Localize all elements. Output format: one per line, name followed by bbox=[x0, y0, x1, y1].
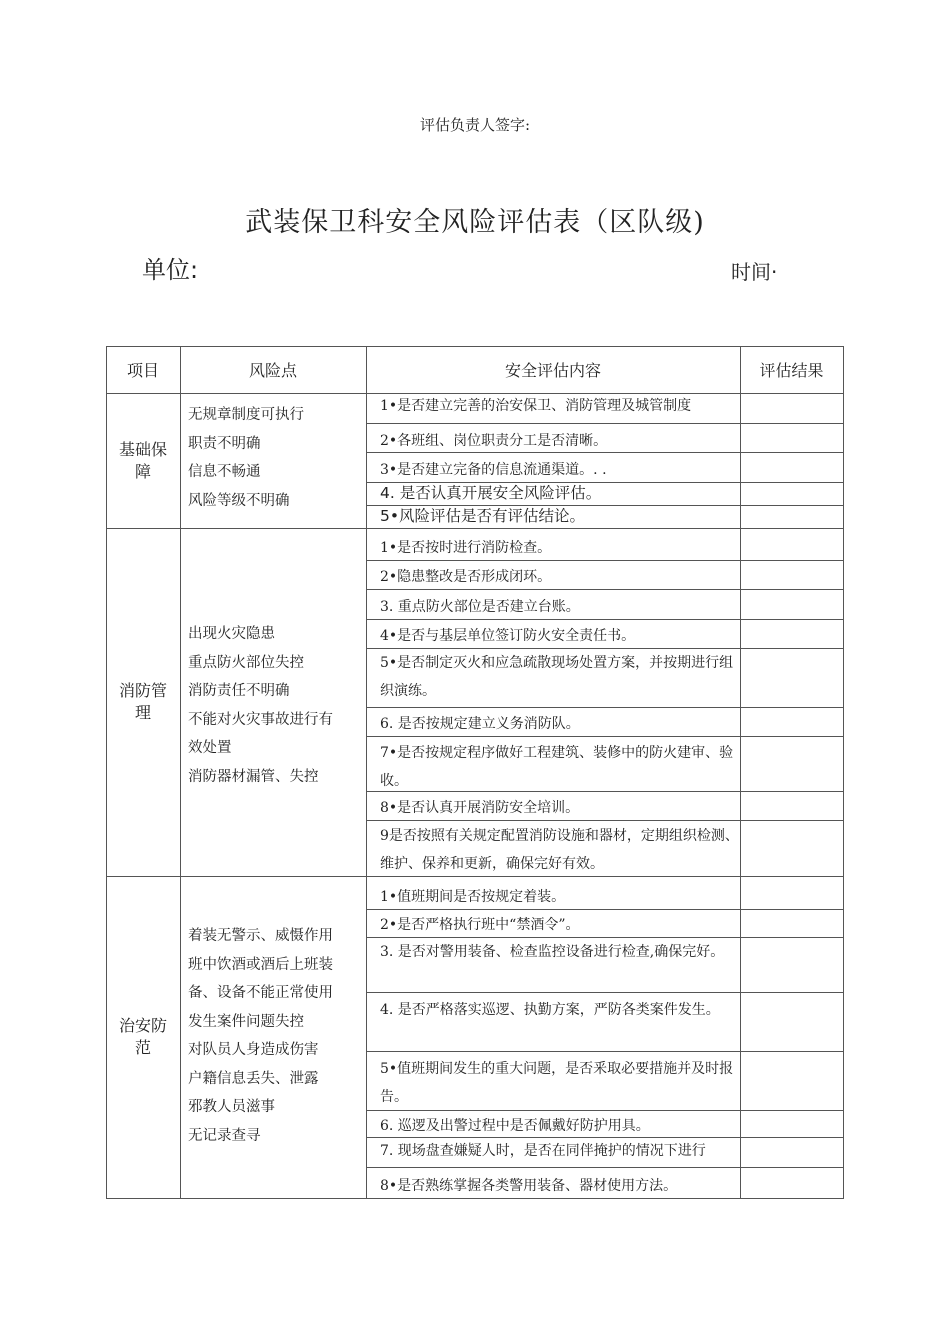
list-item: 8•是否认真开展消防安全培训。 bbox=[380, 800, 580, 816]
header-assessment-content: 安全评估内容 bbox=[504, 361, 601, 380]
page-title: 武装保卫科安全风险评估表（区队级) bbox=[245, 207, 705, 238]
list-item: 4. 是否认真开展安全风险评估。 bbox=[380, 484, 602, 502]
list-item: 2•是否严格执行班中“禁酒令”。 bbox=[380, 917, 580, 933]
list-item: 6. 巡逻及出警过程中是否佩戴好防护用具。 bbox=[380, 1118, 650, 1134]
list-item: 3•是否建立完备的信息流通渠道。. . bbox=[380, 462, 607, 478]
risk-points-basic: 无规章制度可执行 职责不明确 信息不畅通 风险等级不明确 bbox=[188, 407, 304, 509]
time-label: 时间· bbox=[731, 260, 778, 284]
list-item: 5•是否制定灭火和应急疏散现场处置方案，并按期进行组织演练。 bbox=[380, 655, 734, 699]
list-item: 1•是否按时进行消防检查。 bbox=[380, 540, 552, 556]
category-fire: 消防管 理 bbox=[118, 681, 167, 722]
list-item: 1•是否建立完善的治安保卫、消防管理及城管制度 bbox=[380, 398, 692, 414]
list-item: 3. 是否对警用装备、检查监控设备进行检查,确保完好。 bbox=[380, 944, 725, 960]
risk-points-security: 着装无警示、威慑作用 班中饮酒或酒后上班装 备、设备不能正常使用 发生案件问题失控 对队员人身造成伤害 户籍信息丢失、泄露 邪教人员滋事 无记录查寻 bbox=[188, 928, 333, 1144]
list-item: 9是否按照有关规定配置消防设施和器材，定期组织检测、维护、保养和更新，确保完好有效。 bbox=[380, 828, 739, 872]
category-basic: 基础保 障 bbox=[118, 439, 167, 481]
list-item: 6. 是否按规定建立义务消防队。 bbox=[380, 716, 580, 732]
list-item: 7•是否按规定程序做好工程建筑、装修中的防火建审、验收。 bbox=[380, 745, 734, 789]
list-item: 5•风险评估是否有评估结论。 bbox=[380, 507, 586, 525]
list-item: 4. 是否严格落实巡逻、执勤方案，严防各类案件发生。 bbox=[380, 1002, 720, 1018]
risk-points-fire: 出现火灾隐患 重点防火部位失控 消防责任不明确 不能对火灾事故进行有 效处置 消防器材漏管、失控 bbox=[188, 626, 333, 785]
category-security: 治安防 范 bbox=[118, 1016, 167, 1057]
list-item: 2•各班组、岗位职责分工是否清晰。 bbox=[380, 433, 608, 449]
risk-assessment-table bbox=[106, 346, 844, 1199]
list-item: 5•值班期间发生的重大问题，是否釆取必要措施并及时报告。 bbox=[380, 1061, 734, 1105]
list-item: 1•值班期间是否按规定着装。 bbox=[380, 889, 566, 905]
list-item: 7. 现场盘查嫌疑人时，是否在同伴掩护的情况下进行 bbox=[380, 1143, 706, 1159]
list-item: 3. 重点防火部位是否建立台账。 bbox=[380, 599, 580, 615]
header-assessment-result: 评估结果 bbox=[759, 361, 824, 380]
list-item: 2•隐患整改是否形成闭环。 bbox=[380, 569, 552, 585]
header-item: 项目 bbox=[126, 361, 159, 380]
signature-label: 评估负责人签字: bbox=[419, 116, 531, 134]
header-risk-point: 风险点 bbox=[248, 361, 297, 380]
unit-label: 单位: bbox=[142, 256, 199, 284]
list-item: 8•是否熟练掌握各类警用装备、器材使用方法。 bbox=[380, 1178, 678, 1194]
list-item: 4•是否与基层单位签订防火安全责任书。 bbox=[380, 628, 636, 644]
